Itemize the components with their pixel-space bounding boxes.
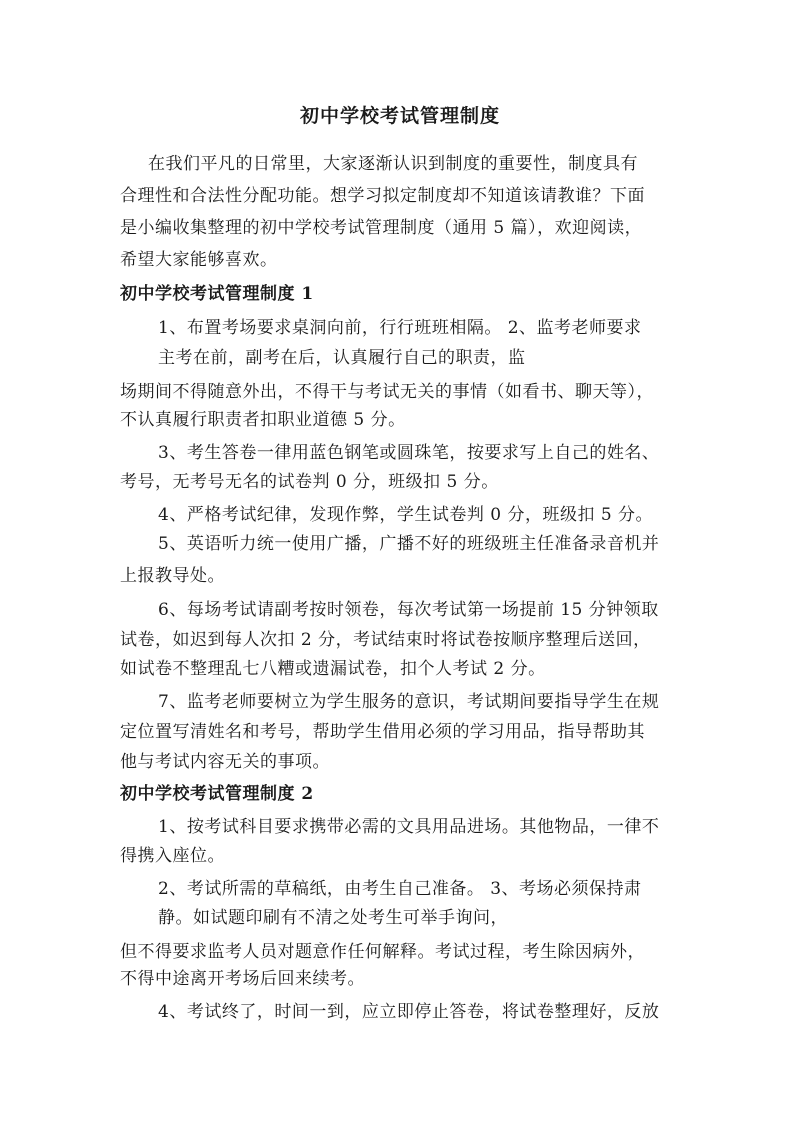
paragraph-line: 是小编收集整理的初中学校考试管理制度（通用 5 篇），欢迎阅读，: [120, 218, 643, 238]
paragraph-line: 3、考生答卷一律用蓝色钢笔或圆珠笔，按要求写上自己的姓名、: [158, 443, 660, 463]
paragraph-line: 4、考试终了，时间一到，应立即停止答卷，将试卷整理好，反放: [158, 1002, 660, 1022]
paragraph-line: 7、监考老师要树立为学生服务的意识，考试期间要指导学生在规: [158, 692, 660, 712]
paragraph-line: 如试卷不整理乱七八糟或遗漏试卷，扣个人考试 2 分。: [120, 659, 546, 679]
paragraph-line: 静。如试题印刷有不清之处考生可举手询问，: [158, 908, 508, 928]
paragraph-line: 不得中途离开考场后回来续考。: [120, 969, 365, 989]
paragraph-line: 但不得要求监考人员对题意作任何解释。考试过程，考生除因病外，: [120, 942, 645, 962]
paragraph-line: 主考在前，副考在后，认真履行自己的职责，监: [158, 348, 526, 368]
paragraph-line: 考号，无考号无名的试卷判 0 分，班级扣 5 分。: [120, 472, 499, 492]
paragraph-line: 希望大家能够喜欢。: [120, 250, 278, 270]
paragraph-line: 1、布置考场要求桌洞向前，行行班班相隔。 2、监考老师要求: [158, 318, 642, 338]
paragraph-line: 场期间不得随意外出，不得干与考试无关的事情（如看书、聊天等），: [120, 382, 654, 402]
section-heading: 初中学校考试管理制度 1: [120, 284, 314, 304]
document-title: 初中学校考试管理制度: [299, 105, 500, 127]
paragraph-line: 不认真履行职责者扣职业道德 5 分。: [120, 410, 406, 430]
paragraph-line: 4、严格考试纪律，发现作弊，学生试卷判 0 分，班级扣 5 分。: [158, 505, 654, 525]
paragraph-line: 6、每场考试请副考按时领卷，每次考试第一场提前 15 分钟领取: [158, 600, 659, 620]
paragraph-line: 5、英语听力统一使用广播，广播不好的班级班主任准备录音机并: [158, 534, 660, 554]
section-heading: 初中学校考试管理制度 2: [120, 784, 314, 804]
paragraph-line: 2、考试所需的草稿纸，由考生自己准备。 3、考场必须保持肃: [158, 879, 642, 899]
paragraph-line: 定位置写清姓名和考号，帮助学生借用必须的学习用品，指导帮助其: [120, 722, 645, 742]
paragraph-line: 他与考试内容无关的事项。: [120, 752, 330, 772]
paragraph-line: 试卷，如迟到每人次扣 2 分，考试结束时将试卷按顺序整理后送回，: [120, 630, 651, 650]
paragraph-line: 上报教导处。: [120, 566, 225, 586]
paragraph-line: 1、按考试科目要求携带必需的文具用品进场。其他物品，一律不: [158, 817, 660, 837]
paragraph-line: 得携入座位。: [120, 846, 225, 866]
paragraph-line: 在我们平凡的日常里，大家逐渐认识到制度的重要性，制度具有: [148, 154, 638, 174]
paragraph-line: 合理性和合法性分配功能。想学习拟定制度却不知道该请教谁？下面: [120, 186, 645, 206]
